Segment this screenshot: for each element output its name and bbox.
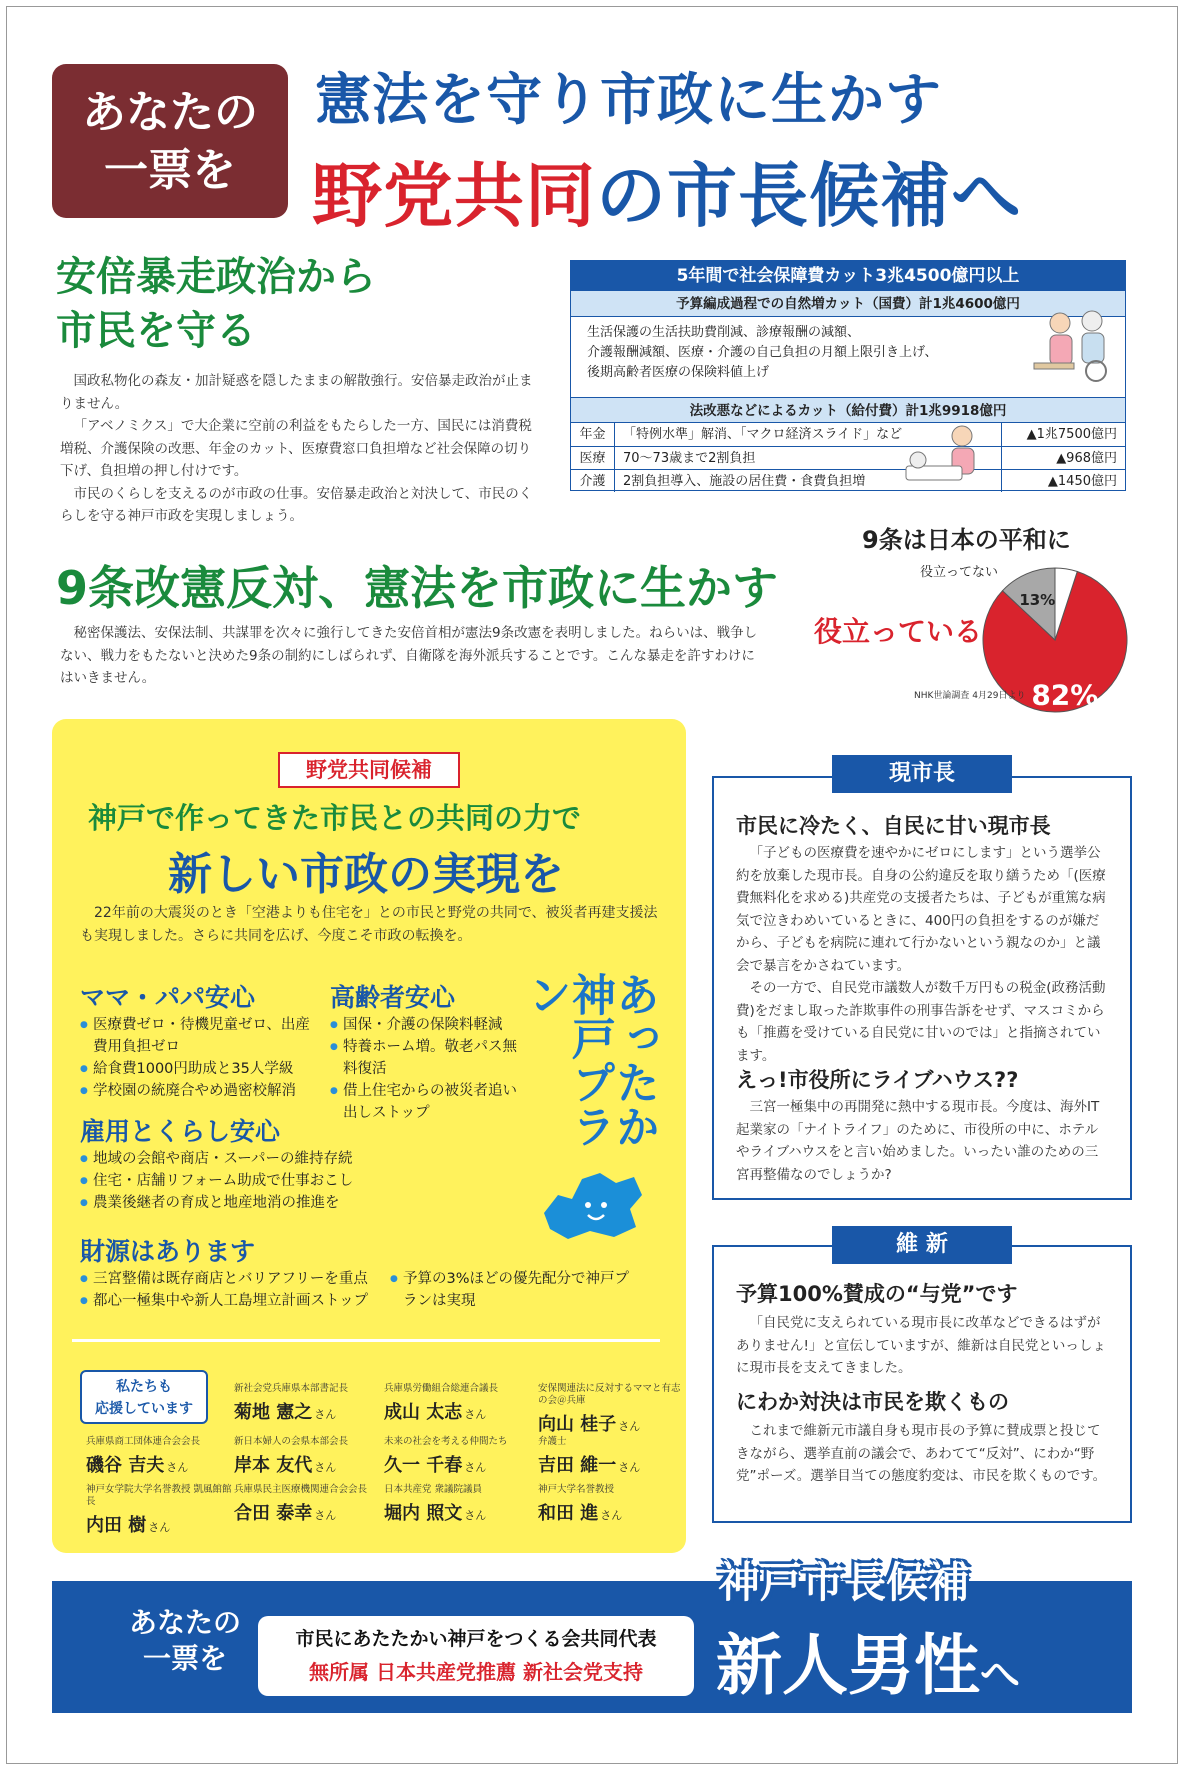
cuts-list-line: 生活保護の生活扶助費削減、診療報酬の減額、 xyxy=(587,325,861,340)
mayor-paragraph: 「子どもの医療費を速やかにゼロにします」という選挙公約を放棄した現市長。自身の公約違反を取り繕うため「(医療費無料化を求める)共産党の支援者たちは、子どもが重篤な病気で泣きわめいているときに、400円の負担をするのが嫌だから、子どもを病院に連れて行かないという親なのか」と議会で暴言をかさねています。 xyxy=(736,845,1106,974)
supporter-name-text: 向山 桂子 xyxy=(538,1414,617,1435)
supporter-role: 日本共産党 衆議院議員 xyxy=(384,1484,483,1495)
cuts-subheader-law-revision: 法改悪などによるカット（給付費）計1兆9918億円 xyxy=(571,397,1125,423)
supporter-name-text: 内田 樹 xyxy=(86,1515,147,1536)
supporter-name-text: 菊地 憲之 xyxy=(234,1402,313,1423)
work-title: 雇用とくらし安心 xyxy=(80,1117,281,1146)
pie-label-no: 役立ってない xyxy=(920,565,999,580)
supporter-honorific: さん xyxy=(166,1461,189,1474)
mayor-body2: 三宮一極集中の再開発に熱中する現市長。今度は、海外IT起業家の「ナイトライフ」のために、市役所の中に、ホテルやライブハウスをと言い始めました。いったい誰のための三宮再整備なのでしょうか? xyxy=(736,1099,1100,1183)
fund-list-right xyxy=(390,1268,630,1312)
footer-candidate-name xyxy=(716,1612,1020,1707)
supporter-name xyxy=(86,1511,232,1537)
kobe-plan-vertical-text: あったか神戸プラン xyxy=(520,972,659,1148)
candidate-title1: 神戸で作ってきた市民との共同の力で xyxy=(88,801,582,835)
footer-candidate-suffix: へ xyxy=(980,1652,1020,1698)
supporter-role: 神戸女学院大学名誉教授 凱風館館長 xyxy=(86,1484,232,1507)
abe-title-line2: 市民を守る xyxy=(56,308,256,354)
work-list xyxy=(80,1148,480,1214)
footer-vote-line2: 一票を xyxy=(142,1642,227,1675)
list-item: ● 医療費ゼロ・待機児童ゼロ、出産費用負担ゼロ xyxy=(80,1014,310,1058)
kobe-map-mascot-icon xyxy=(538,1165,648,1243)
elder-list xyxy=(330,1014,520,1124)
supporter-entry xyxy=(538,1436,684,1477)
abe-section-title xyxy=(56,250,376,358)
supporter-honorific: さん xyxy=(314,1509,337,1522)
footer-vote-text xyxy=(120,1605,250,1677)
supporter-honorific: さん xyxy=(464,1509,487,1522)
elderly-couple-illustration xyxy=(1030,305,1122,385)
pie-source: NHK世論調査 4月29日より xyxy=(914,691,1026,701)
supporters-tag xyxy=(80,1370,208,1424)
footer-endorsement-line2: 無所属 日本共産党推薦 新社会党支持 xyxy=(309,1660,643,1684)
candidate-tag: 野党共同候補 xyxy=(278,752,460,788)
supporter-honorific: さん xyxy=(618,1461,641,1474)
abe-paragraph: 「アベノミクス」で大企業に空前の利益をもたらした一方、国民には消費税増税、介護保険の改悪、年金のカット、医療費窓口負担増など社会保障の切り下げ、負担増の押し付けです。 xyxy=(60,418,532,479)
supporter-honorific: さん xyxy=(314,1408,337,1421)
supporter-name-text: 成山 太志 xyxy=(384,1402,463,1423)
supporter-entry xyxy=(384,1484,530,1525)
supporter-role: 弁護士 xyxy=(538,1436,567,1447)
list-item: ● 借上住宅からの被災者追い出しストップ xyxy=(330,1080,520,1124)
pie-label-yes: 役立っている xyxy=(814,615,983,648)
ishin-tag: 維 新 xyxy=(832,1226,1012,1264)
supporters-tag-line2: 応援しています xyxy=(95,1401,193,1417)
supporter-honorific: さん xyxy=(314,1461,337,1474)
headline-red-part: 野党共同 xyxy=(312,155,596,237)
candidate-title2: 新しい市政の実現を xyxy=(168,849,564,900)
vote-badge-line1: あなたの xyxy=(82,87,258,138)
candidate-intro: 22年前の大震災のとき「空港よりも住宅を」との市民と野党の共同で、被災者再建支援法も実現しました。さらに共同を広げ、今度こそ市政の転換を。 xyxy=(80,905,658,944)
cuts-amount: ▲1450億円 xyxy=(1001,470,1125,492)
vote-badge xyxy=(52,64,288,218)
abe-paragraph: 国政私物化の森友・加計疑惑を隠したままの解散強行。安倍暴走政治が止まりません。 xyxy=(60,373,533,412)
supporter-role: 兵庫県労働組合総連合議長 xyxy=(384,1383,499,1394)
supporter-name-text: 久一 千春 xyxy=(384,1455,463,1476)
supporter-name-text: 和田 進 xyxy=(538,1503,599,1524)
supporter-name-text: 磯谷 吉夫 xyxy=(86,1455,165,1476)
cuts-category: 年金 xyxy=(571,423,615,446)
supporter-honorific: さん xyxy=(464,1461,487,1474)
ishin-body2: これまで維新元市議自身も現市長の予算に賛成票と投じてきながら、選挙直前の議会で、あわてて“反対”、にわか“野党”ポーズ。選挙目当ての態度豹変は、市民を欺くものです。 xyxy=(736,1423,1107,1484)
pie-title: 9条は日本の平和に xyxy=(862,526,1071,554)
care-worker-illustration xyxy=(900,422,996,492)
supporter-honorific: さん xyxy=(618,1420,641,1433)
footer-vote-line1: あなたの xyxy=(128,1606,241,1639)
mayor-body1 xyxy=(736,842,1110,1067)
table-row xyxy=(571,446,1125,469)
list-item: ● 三宮整備は既存商店とバリアフリーを重点 xyxy=(80,1268,390,1290)
headline-blue-part: の市長候補へ xyxy=(596,155,1022,237)
supporter-entry xyxy=(538,1383,684,1436)
cuts-list-line: 後期高齢者医療の保険料値上げ xyxy=(587,365,770,380)
ishin-heading1: 予算100%賛成の“与党”です xyxy=(736,1282,1018,1306)
supporter-entry xyxy=(384,1383,530,1424)
list-item: ● 予算の3%ほどの優先配分で神戸プランは実現 xyxy=(390,1268,630,1312)
supporter-name-text: 岸本 友代 xyxy=(234,1455,313,1476)
mama-title: ママ・パパ安心 xyxy=(80,983,256,1012)
supporter-name xyxy=(538,1410,684,1436)
supporter-role: 兵庫県民主医療機関連合会会長 xyxy=(234,1484,368,1495)
supporter-honorific: さん xyxy=(464,1408,487,1421)
supporter-name xyxy=(234,1398,380,1424)
fund-list-left xyxy=(80,1268,390,1312)
list-item: ● 国保・介護の保険料軽減 xyxy=(330,1014,520,1036)
list-item: ● 学校園の統廃合やめ過密校解消 xyxy=(80,1080,310,1102)
cuts-category: 介護 xyxy=(571,470,615,492)
supporter-role: 新社会党兵庫県本部書記長 xyxy=(234,1383,349,1394)
supporter-entry xyxy=(234,1436,380,1477)
headline-line2 xyxy=(312,140,1022,241)
supporter-role: 神戸大学名誉教授 xyxy=(538,1484,615,1495)
supporter-role: 兵庫県商工団体連合会会長 xyxy=(86,1436,201,1447)
supporter-entry xyxy=(86,1484,232,1537)
supporter-name xyxy=(234,1499,380,1525)
current-mayor-tag: 現市長 xyxy=(832,755,1012,793)
list-item: ● 農業後継者の育成と地産地消の推進を xyxy=(80,1192,480,1214)
footer-candidate-main: 新人男性 xyxy=(716,1627,980,1704)
fund-title: 財源はあります xyxy=(80,1237,256,1266)
article9-title: 9条改憲反対、憲法を市政に生かす xyxy=(56,561,779,615)
supporter-name xyxy=(538,1451,684,1477)
mayor-heading1: 市民に冷たく、自民に甘い現市長 xyxy=(736,814,1051,838)
list-item: ● 特養ホーム増。敬老パス無料復活 xyxy=(330,1036,520,1080)
supporter-entry xyxy=(384,1436,530,1477)
supporter-entry xyxy=(234,1484,380,1525)
footer-candidate-label: 神戸市長候補 xyxy=(718,1558,971,1607)
elder-title: 高齢者安心 xyxy=(330,983,456,1012)
footer-endorsement-line1: 市民にあたたかい神戸をつくる会共同代表 xyxy=(295,1628,657,1650)
supporter-entry xyxy=(538,1484,684,1525)
supporter-name xyxy=(234,1451,380,1477)
list-item: ● 給食費1000円助成と35人学級 xyxy=(80,1058,310,1080)
supporter-entry xyxy=(234,1383,380,1424)
cuts-list-line: 介護報酬減額、医療・介護の自己負担の月額上限引き上げ、 xyxy=(587,345,938,360)
list-item: ● 住宅・店舗リフォーム助成で仕事おこし xyxy=(80,1170,480,1192)
supporter-honorific: さん xyxy=(148,1521,171,1534)
mama-list xyxy=(80,1014,310,1102)
cuts-subheader-natural-increase: 予算編成過程での自然増カット（国費）計1兆4600億円 xyxy=(571,291,1125,317)
list-item: ● 地域の会館や商店・スーパーの維持存続 xyxy=(80,1148,480,1170)
cuts-amount: ▲1兆7500億円 xyxy=(1001,423,1125,446)
supporter-name-text: 堀内 照文 xyxy=(384,1503,463,1524)
supporter-name xyxy=(86,1451,232,1477)
supporter-name xyxy=(384,1451,530,1477)
mayor-paragraph: その一方で、自民党市議数人が数千万円もの税金(政務活動費)をだまし取った詐欺事件の刑事告訴をせず、マスコミからも「推薦を受けている自民党に甘いのでは」と指摘されています。 xyxy=(736,980,1106,1064)
divider xyxy=(72,1339,660,1342)
abe-section-body xyxy=(60,370,544,528)
supporter-name xyxy=(384,1499,530,1525)
list-item: ● 都心一極集中や新人工島埋立計画ストップ xyxy=(80,1290,390,1312)
supporter-name-text: 吉田 維一 xyxy=(538,1455,617,1476)
ishin-heading2: にわか対決は市民を欺くもの xyxy=(736,1390,1009,1414)
cuts-description: 70～73歳まで2割負担 xyxy=(623,451,756,466)
cuts-amount: ▲968億円 xyxy=(1001,447,1125,469)
footer-endorsement-box xyxy=(258,1616,694,1696)
cuts-table-title: 5年間で社会保障費カット3兆4500億円以上 xyxy=(571,261,1125,291)
pie-slice-label: 82% xyxy=(1031,678,1099,712)
table-row xyxy=(571,423,1125,446)
supporter-role: 未来の社会を考える仲間たち xyxy=(384,1436,508,1447)
supporter-role: 新日本婦人の会県本部会長 xyxy=(234,1436,349,1447)
pie-slice-label: 13% xyxy=(1019,591,1056,610)
article9-body: 秘密保護法、安保法制、共謀罪を次々に強行してきた安倍首相が憲法9条改憲を表明しました。ねらいは、戦争しない、戦力をもたないと決めた9条の制約にしばられず、自衛隊を海外派兵することです。こんな暴走を許すわけにはいきません。 xyxy=(60,625,758,686)
mayor-heading2: えっ!市役所にライブハウス?? xyxy=(736,1068,1019,1092)
vote-badge-line2: 一票を xyxy=(104,145,236,196)
abe-title-line1: 安倍暴走政治から xyxy=(56,254,376,300)
supporter-honorific: さん xyxy=(600,1509,623,1522)
abe-paragraph: 市民のくらしを支えるのが市政の仕事。安倍暴走政治と対決して、市民のくらしを守る神戸市政を実現しましょう。 xyxy=(60,485,533,524)
cuts-category: 医療 xyxy=(571,447,615,469)
supporter-name xyxy=(538,1499,684,1525)
cuts-description: 「特例水準」解消、「マクロ経済スライド」など xyxy=(623,427,903,442)
table-row xyxy=(571,469,1125,492)
supporter-entry xyxy=(86,1436,232,1477)
ishin-body1: 「自民党に支えられている現市長に改革などできるはずがありません!」と宣伝していますが、維新は自民党といっしょに現市長を支えてきました。 xyxy=(736,1315,1106,1376)
cuts-description: 2割負担導入、施設の居住費・食費負担増 xyxy=(623,474,866,489)
supporter-name-text: 合田 泰幸 xyxy=(234,1503,313,1524)
headline-line1: 憲法を守り市政に生かす xyxy=(315,68,942,133)
supporter-role: 安保関連法に反対するママと有志の会＠兵庫 xyxy=(538,1383,681,1406)
supporter-name xyxy=(384,1398,530,1424)
supporters-tag-line1: 私たちも xyxy=(116,1379,172,1395)
